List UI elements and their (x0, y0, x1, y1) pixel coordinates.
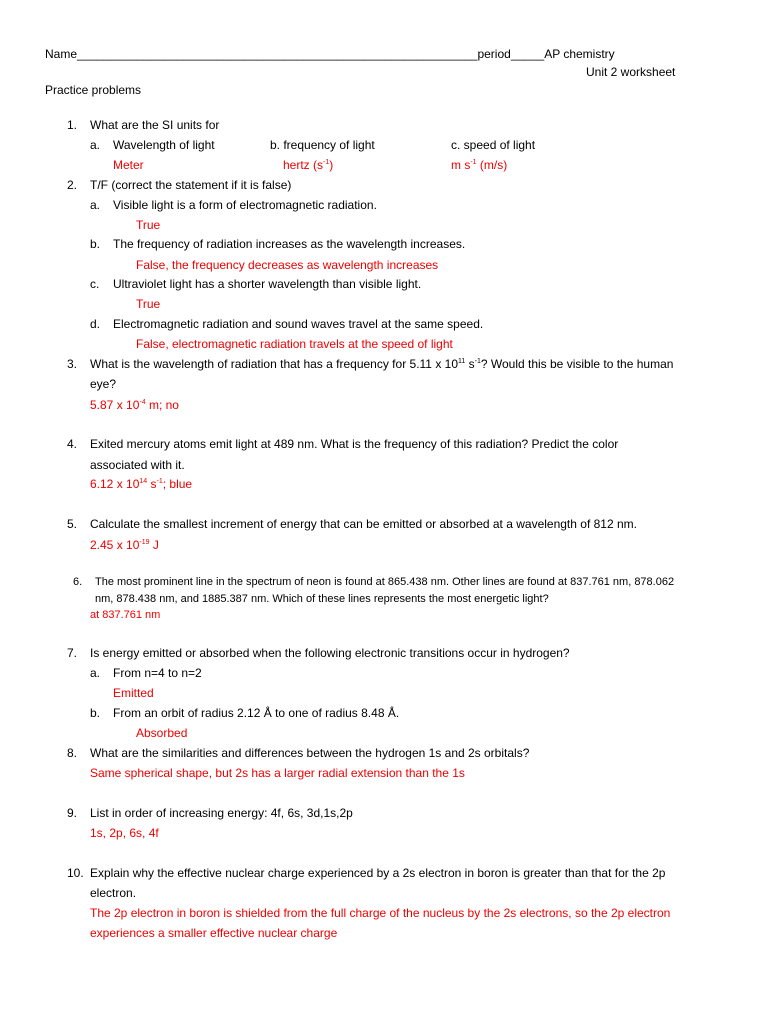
q3-text: What is the wavelength of radiation that has a frequency for 5.11 x $10^{11}$ $s^{-1}$? Would this be visible to the human (90, 357, 674, 371)
q2-number: 2. (67, 178, 78, 192)
name-label: Name (45, 47, 78, 61)
q6-text-line2: nm, 878.438 nm, and 1885.387 nm. Which of these lines represents the most energetic light? (95, 593, 549, 605)
q2-a-text: Visible light is a form of electromagnetic radiation. (113, 198, 377, 212)
q2-c-text: Ultraviolet light has a shorter wavelength than visible light. (113, 277, 422, 291)
q2-a-answer: True (136, 218, 161, 232)
q5-answer: 2.45 x $10^{-19}$ J (90, 538, 159, 552)
q7-b-marker: b. (90, 706, 101, 720)
q1-a-text: Wavelength of light (113, 138, 215, 152)
q2-d-text: Electromagnetic radiation and sound waves travel at the same speed. (113, 317, 484, 331)
q3-text-line2: eye? (90, 377, 117, 391)
q10-number: 10. (67, 866, 84, 880)
q7-a-marker: a. (90, 666, 101, 680)
q4-number: 4. (67, 437, 78, 451)
q5-number: 5. (67, 517, 78, 531)
q1-number: 1. (67, 118, 78, 132)
q10-answer: The 2p electron in boron is shielded from the full charge of the nucleus by the 2s electrons, so the 2p electron (90, 906, 671, 920)
q7-b-answer: Absorbed (136, 726, 188, 740)
q9-number: 9. (67, 806, 78, 820)
q6-text: The most prominent line in the spectrum of neon is found at 865.438 nm. Other lines are found at 837.761 nm, 878.062 (95, 576, 675, 588)
q6-answer: at 837.761 nm (90, 609, 161, 621)
q3-number: 3. (67, 357, 78, 371)
q6-number: 6. (73, 576, 83, 588)
q4-text-line2: associated with it. (90, 458, 185, 472)
q2-d-answer: False, electromagnetic radiation travels at the speed of light (136, 337, 453, 351)
q4-answer: 6.12 x $10^{14}$ $s^{-1}$; blue (90, 477, 193, 491)
q1-c-text: c. speed of light (451, 138, 536, 152)
q1-a-marker: a. (90, 138, 101, 152)
q2-b-answer: False, the frequency decreases as wavelength increases (136, 258, 439, 272)
worksheet-header (45, 47, 615, 61)
q1-b-answer: hertz $(s^{-1})$ (283, 158, 334, 172)
q2-c-marker: c. (90, 277, 100, 291)
period-label: period (477, 47, 511, 61)
q3-answer: 5.87 x $10^{-4}$ m; no (90, 398, 179, 412)
section-title: Practice problems (45, 83, 142, 97)
q8-number: 8. (67, 746, 78, 760)
q2-text: T/F (correct the statement if it is false) (90, 178, 292, 192)
name-blank: ____________________________________________________________ (77, 47, 478, 61)
q7-a-answer: Emitted (113, 686, 154, 700)
course-label: AP chemistry (544, 47, 615, 61)
q7-b-text: From an orbit of radius 2.12 Å to one of radius 8.48 Å. (113, 706, 400, 720)
q10-text-line2: electron. (90, 886, 137, 900)
period-blank: _____ (510, 47, 545, 61)
q2-d-marker: d. (90, 317, 101, 331)
q8-answer: Same spherical shape, but 2s has a larger radial extension than the 1s (90, 766, 465, 780)
q1-text: What are the SI units for (90, 118, 220, 132)
q10-answer-line2: experiences a smaller effective nuclear charge (90, 926, 338, 940)
q9-text: List in order of increasing energy: 4f, 6s, 3d,1s,2p (90, 806, 353, 820)
q7-a-text: From n=4 to n=2 (113, 666, 202, 680)
q1-b-text: b. frequency of light (270, 138, 375, 152)
q2-c-answer: True (136, 297, 161, 311)
q7-number: 7. (67, 646, 78, 660)
q1-c-answer: m $s^{-1}$ (m/s) (451, 158, 508, 172)
q10-text: Explain why the effective nuclear charge experienced by a 2s electron in boron is greater than that for the 2p (90, 866, 666, 880)
q1-a-answer: Meter (113, 158, 144, 172)
q2-a-marker: a. (90, 198, 101, 212)
q4-text: Exited mercury atoms emit light at 489 nm. What is the frequency of this radiation? Predict the color (90, 437, 619, 451)
worksheet-title: Unit 2 worksheet (586, 65, 676, 79)
q5-text: Calculate the smallest increment of energy that can be emitted or absorbed at a wavelength of 812 nm. (90, 517, 637, 531)
q2-b-marker: b. (90, 237, 101, 251)
q2-b-text: The frequency of radiation increases as the wavelength increases. (113, 237, 466, 251)
q7-text: Is energy emitted or absorbed when the following electronic transitions occur in hydrogen? (90, 646, 570, 660)
q8-text: What are the similarities and differences between the hydrogen 1s and 2s orbitals? (90, 746, 530, 760)
q9-answer: 1s, 2p, 6s, 4f (90, 826, 159, 840)
